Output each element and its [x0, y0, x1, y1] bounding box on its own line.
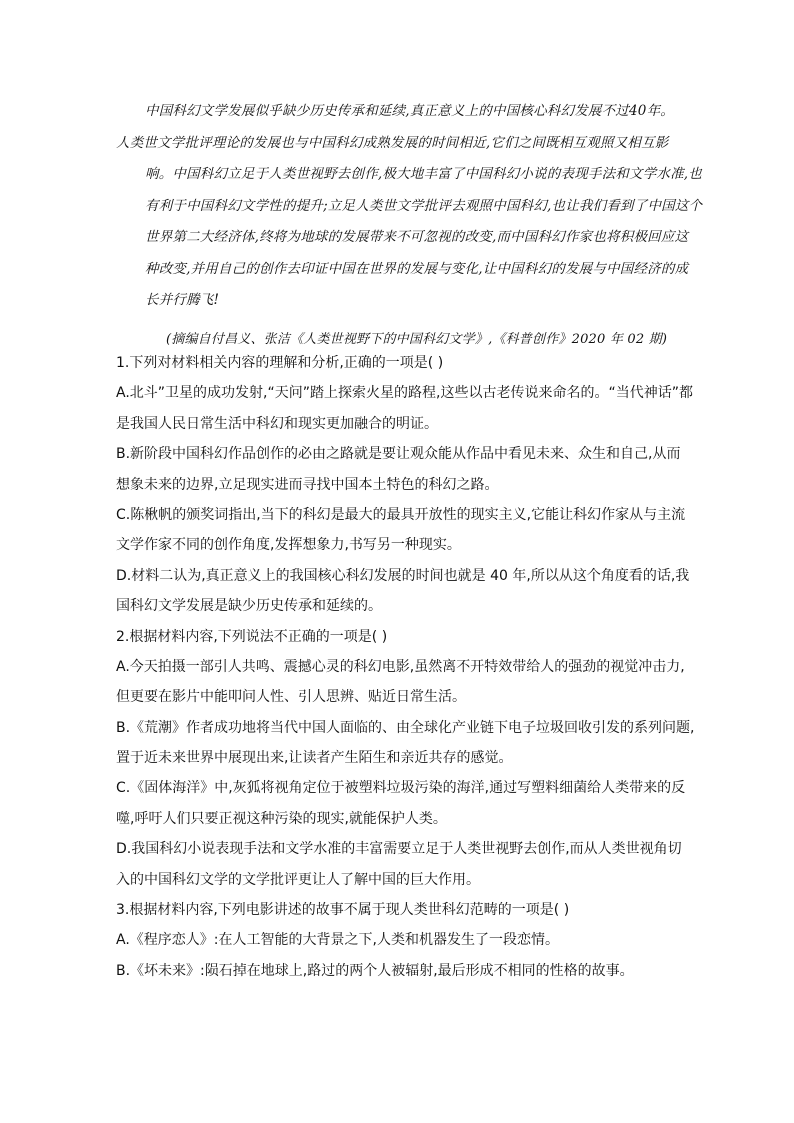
question-3-stem: 3.根据材料内容,下列电影讲述的故事不属于现人类世科幻范畴的一项是( ): [116, 902, 570, 919]
passage-line: 中国科幻文学发展似乎缺少历史传承和延续,真正意义上的中国核心科幻发展不过40年。: [145, 103, 674, 119]
passage-line: 响。中国科幻立足于人类世视野去创作,极大地丰富了中国科幻小说的表现手法和文学水准,也: [145, 166, 702, 182]
question-2-option-b-cont: 置于近未来世界中展现出来,让读者产生陌生和亲近共存的感觉。: [116, 750, 513, 767]
question-3-option-b: B.《坏未来》:陨石掉在地球上,路过的两个人被辐射,最后形成不相同的性格的故事。: [116, 962, 634, 979]
question-2-option-a-cont: 但更要在影片中能叩问人性、引人思辨、贴近日常生活。: [116, 689, 466, 706]
question-3-option-a: A.《程序恋人》:在人工智能的大背景之下,人类和机器发生了一段恋情。: [116, 932, 559, 949]
question-2-option-c-cont: 噬,呼吁人们只要正视这种污染的现实,就能保护人类。: [116, 810, 447, 827]
passage-source-citation: (摘编自付昌义、张洁《人类世视野下的中国科幻文学》,《科普创作》2020 年 02 期): [166, 332, 668, 347]
question-1-option-b: B.新阶段中国科幻作品创作的必由之路就是要让观众能从作品中看见未来、众生和自己,从而: [116, 446, 681, 463]
question-1-option-d: D.材料二认为,真正意义上的我国核心科幻发展的时间也就是 40 年,所以从这个角度看的话,我: [116, 567, 690, 584]
question-1-option-c-cont: 文学作家不同的创作角度,发挥想象力,书写另一种现实。: [116, 537, 461, 554]
question-2-option-d: D.我国科幻小说表现手法和文学水准的丰富需要立足于人类世视野去创作,而从人类世视角切: [116, 841, 682, 858]
question-1-option-a-cont: 是我国人民日常生活中科幻和现实更加融合的明证。: [116, 415, 438, 432]
reading-passage: [116, 96, 703, 317]
question-2-option-d-cont: 入的中国科幻文学的文学批评更让人了解中国的巨大作用。: [116, 871, 480, 888]
passage-line: 世界第二大经济体,终将为地球的发展带来不可忽视的改变,而中国科幻作家也将积极回应这: [145, 229, 689, 245]
question-1-stem: 1.下列对材料相关内容的理解和分析,正确的一项是( ): [116, 355, 444, 371]
question-1-option-b-cont: 想象未来的边界,立足现实进而寻找中国本土特色的科幻之路。: [116, 476, 499, 493]
question-1-option-c: C.陈楸帆的颁奖词指出,当下的科幻是最大的最具开放性的现实主义,它能让科幻作家从与主流: [116, 506, 686, 523]
question-1-option-d-cont: 国科幻文学发展是缺少历史传承和延续的。: [116, 598, 382, 615]
passage-line: 有利于中国科幻文学性的提升;立足人类世文学批评去观照中国科幻,也让我们看到了中国这个: [145, 197, 703, 214]
passage-line: 长并行腾飞!: [145, 292, 220, 308]
question-list: [116, 348, 696, 986]
passage-line: 人类世文学批评理论的发展也与中国科幻成熟发展的时间相近,它们之间既相互观照又相互影: [116, 134, 669, 151]
question-2-stem: 2.根据材料内容,下列说法不正确的一项是( ): [116, 628, 388, 645]
passage-line: 种改变,并用自己的创作去印证中国在世界的发展与变化,让中国科幻的发展与中国经济的成: [145, 260, 689, 277]
question-2-option-a: A.今天拍摄一部引人共鸣、震撼心灵的科幻电影,虽然离不开特效带给人的强劲的视觉冲击力,: [116, 658, 685, 675]
question-1-option-a: A.北斗”卫星的成功发射,“天问”踏上探索火星的路程,这些以古老传说来命名的。“当代神话”都: [116, 385, 693, 402]
question-2-option-c: C.《固体海洋》中,灰狐将视角定位于被塑料垃圾污染的海洋,通过写塑料细菌给人类带来的反: [116, 780, 686, 797]
question-2-option-b: B.《荒潮》作者成功地将当代中国人面临的、由全球化产业链下电子垃圾回收引发的系列问题,: [116, 719, 695, 736]
